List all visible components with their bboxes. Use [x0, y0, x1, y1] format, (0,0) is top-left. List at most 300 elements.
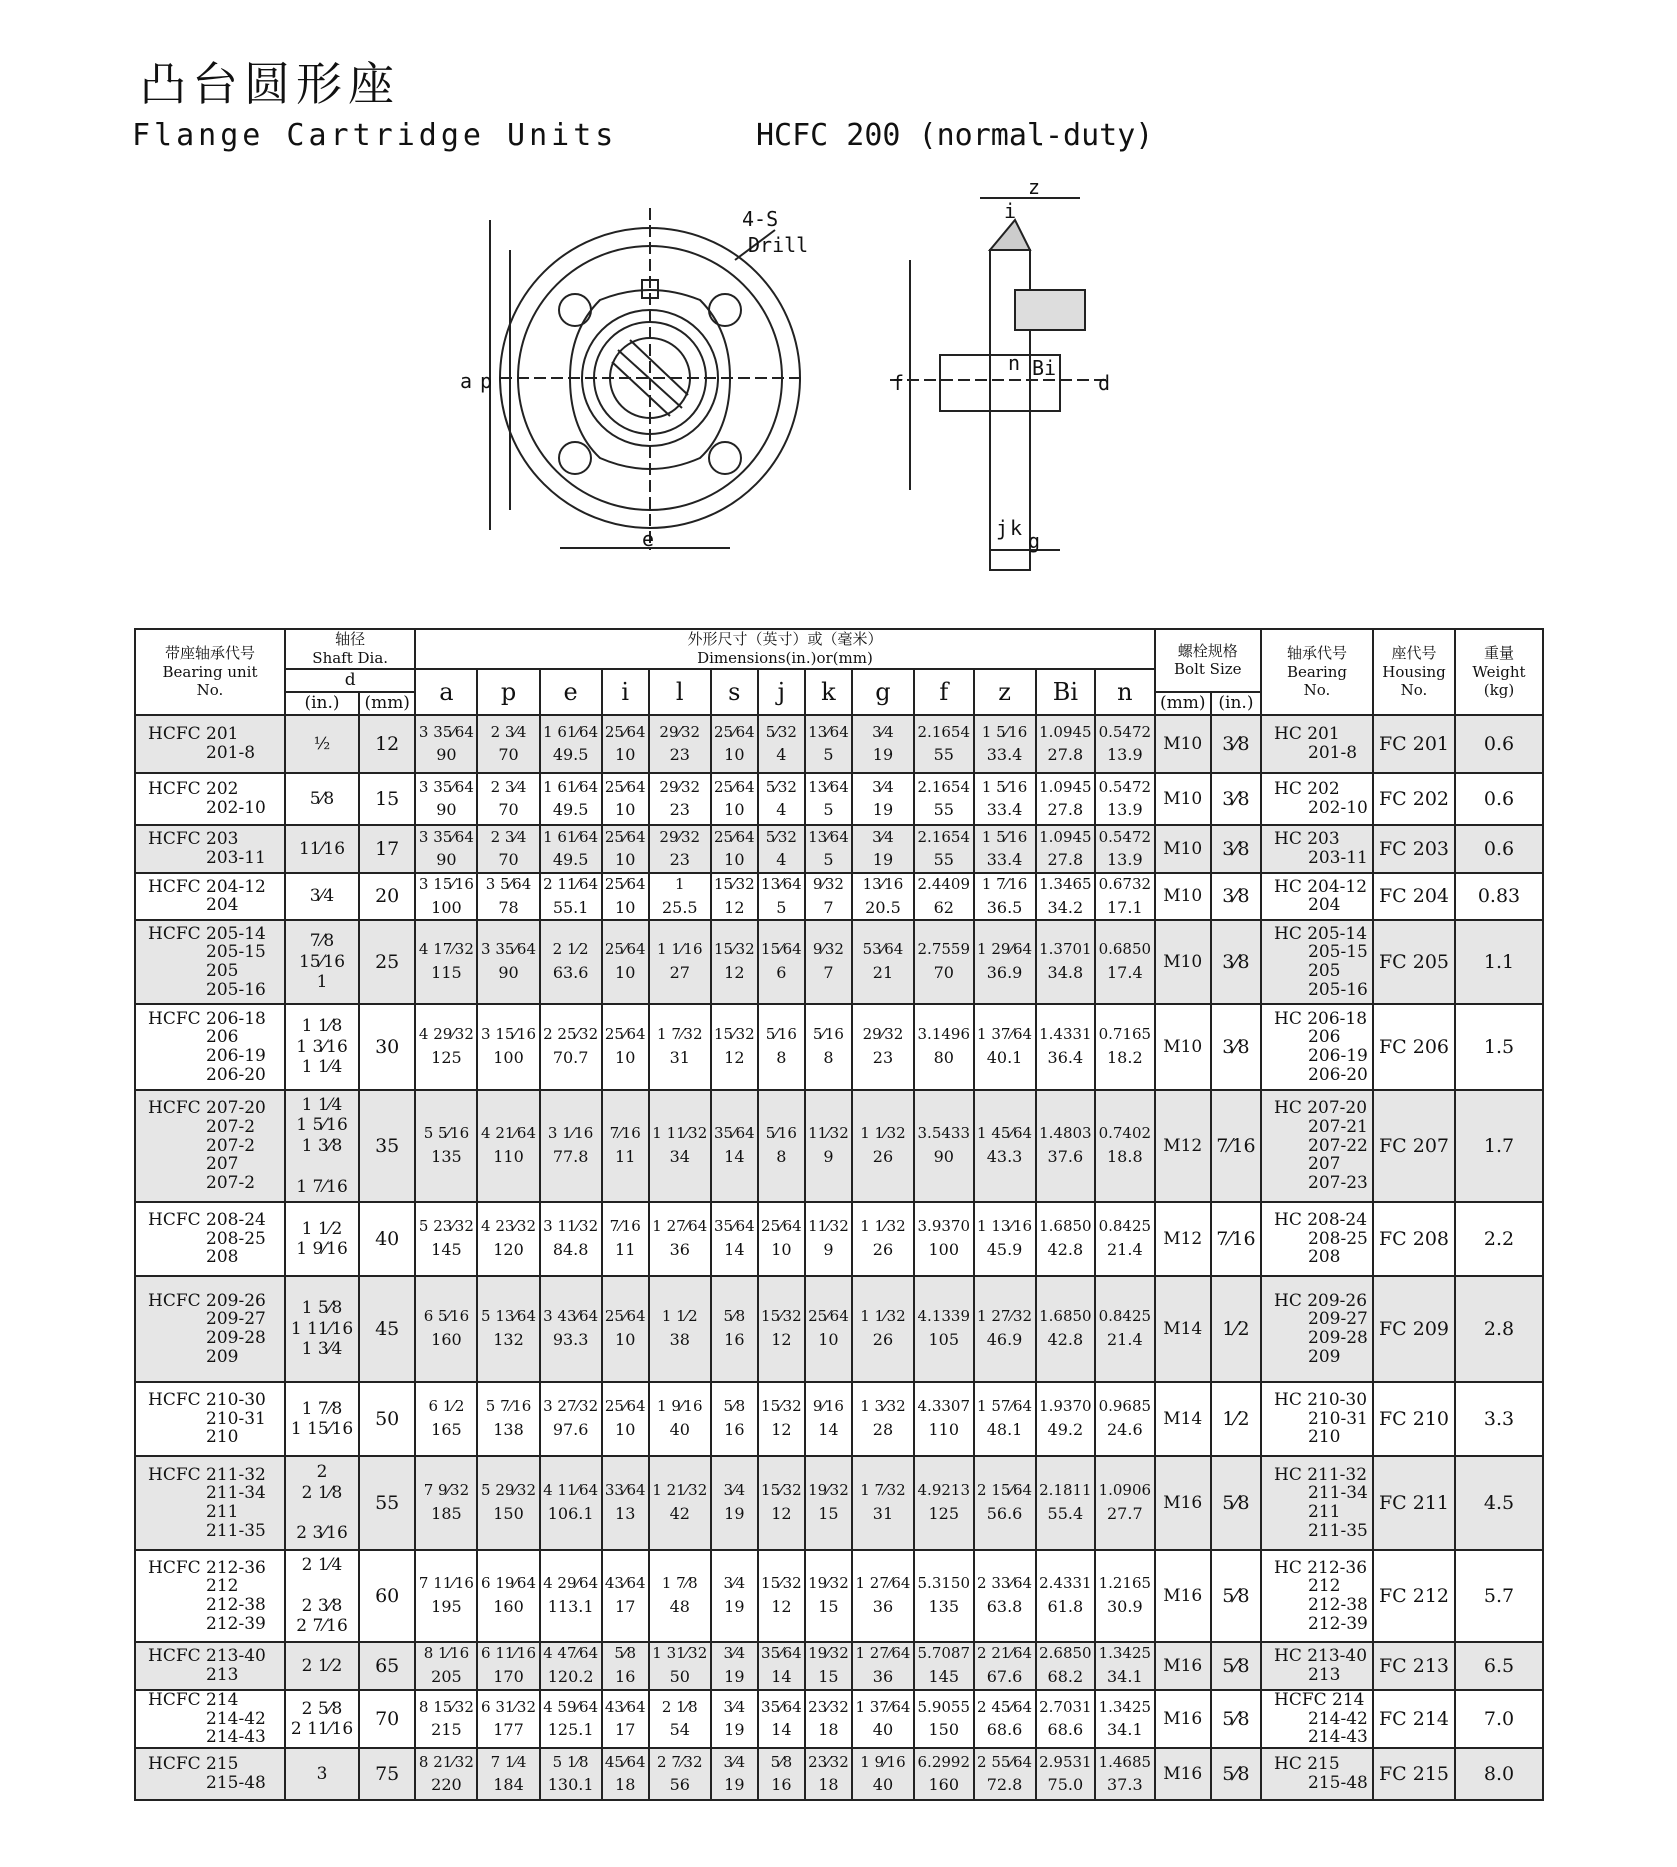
unit-code: HCFC 215 [148, 1754, 239, 1775]
cell-bi [1036, 873, 1095, 920]
cell-bearing-unit [135, 825, 285, 873]
header-d-in: (in.) [285, 692, 359, 715]
cell-i [602, 715, 649, 773]
n-inch-value: 0.6850 [1098, 940, 1152, 959]
cell-bearing-no [1261, 715, 1373, 773]
cell-e [540, 1456, 602, 1550]
z-inch-value: 2 45⁄64 [977, 1697, 1033, 1716]
n-inch-value: 0.8425 [1098, 1217, 1152, 1236]
p-inch-value: 4 23⁄32 [481, 1217, 537, 1236]
f-inch-value: 5.9055 [917, 1697, 971, 1716]
d-in-value: 7⁄8 15⁄16 1 [298, 931, 346, 993]
j-inch-value: 5⁄32 [765, 777, 797, 796]
j-inch-value: 35⁄64 [761, 1644, 802, 1663]
bi-mm-value: 37.6 [1047, 1147, 1084, 1167]
weight-value: 6.5 [1483, 1654, 1515, 1677]
k-inch-value: 19⁄32 [808, 1481, 849, 1500]
cell-bearing-unit [135, 1642, 285, 1690]
cell-n [1095, 715, 1154, 773]
j-mm-value: 8 [776, 1147, 787, 1167]
bearing-variants: 202-10 [1308, 798, 1368, 818]
p-inch-value: 5 7⁄16 [485, 1397, 532, 1416]
d-in-value: 3 [316, 1763, 328, 1784]
cell-f [914, 1550, 973, 1642]
cell-a [415, 1090, 477, 1202]
i-inch-value: 25⁄64 [604, 827, 646, 846]
s-inch-value: 25⁄64 [714, 827, 755, 846]
cell-d-in [285, 873, 359, 920]
cell-d-in [285, 825, 359, 873]
header-i: i [602, 669, 649, 716]
j-inch-value: 5⁄16 [765, 1124, 797, 1143]
cell-bolt-in [1211, 715, 1261, 773]
cell-housing-no [1373, 1642, 1455, 1690]
bi-inch-value: 2.7031 [1039, 1697, 1092, 1716]
n-mm-value: 21.4 [1107, 1330, 1143, 1350]
cell-e [540, 1382, 602, 1456]
bearing-code: HC 203 [1274, 829, 1340, 850]
table-row [135, 873, 1543, 920]
unit-code: HCFC 207-20 [148, 1098, 266, 1119]
s-inch-value: 3⁄4 [723, 1574, 746, 1593]
g-inch-value: 3⁄4 [872, 722, 894, 741]
i-inch-value: 33⁄64 [604, 1481, 646, 1500]
cell-l [649, 1004, 711, 1090]
cell-j [758, 1276, 805, 1382]
d-mm-value: 65 [375, 1654, 400, 1677]
s-inch-value: 35⁄64 [714, 1217, 755, 1236]
bearing-variants: 204 [1308, 895, 1341, 916]
a-mm-value: 195 [431, 1597, 462, 1617]
cell-a [415, 1456, 477, 1550]
cell-s [711, 1456, 758, 1550]
k-inch-value: 9⁄16 [812, 1397, 844, 1416]
p-mm-value: 70 [498, 745, 519, 765]
cell-l [649, 1202, 711, 1276]
e-mm-value: 113.1 [547, 1597, 594, 1617]
n-inch-value: 1.2165 [1098, 1574, 1152, 1593]
a-mm-value: 125 [431, 1048, 462, 1068]
header-bearing-unit: 带座轴承代号 Bearing unit No. [135, 629, 285, 715]
header-e: e [540, 669, 602, 716]
f-mm-value: 110 [928, 1420, 960, 1440]
cell-a [415, 715, 477, 773]
unit-variants: 205-15 205 205-16 [206, 942, 266, 1000]
e-inch-value: 4 29⁄64 [543, 1574, 599, 1593]
f-inch-value: 2.7559 [917, 940, 971, 959]
j-mm-value: 14 [771, 1667, 792, 1687]
s-inch-value: 5⁄8 [723, 1397, 746, 1416]
p-inch-value: 3 5⁄64 [485, 875, 532, 893]
cell-k [805, 920, 852, 1004]
s-mm-value: 10 [724, 800, 745, 820]
cell-k [805, 825, 852, 873]
a-mm-value: 90 [436, 850, 457, 870]
z-mm-value: 56.6 [986, 1504, 1023, 1524]
a-inch-value: 3 15⁄16 [418, 875, 474, 893]
l-inch-value: 1 1⁄16 [657, 940, 703, 959]
l-inch-value: 1 27⁄64 [652, 1217, 708, 1236]
bi-inch-value: 1.4803 [1039, 1124, 1092, 1143]
n-inch-value: 1.3425 [1098, 1697, 1152, 1716]
g-inch-value: 1 1⁄32 [860, 1124, 906, 1143]
l-mm-value: 23 [669, 800, 690, 820]
i-inch-value: 25⁄64 [604, 875, 646, 893]
bolt-mm-value: M14 [1163, 1408, 1203, 1429]
z-inch-value: 1 5⁄16 [981, 722, 1028, 741]
weight-value: 1.1 [1483, 950, 1515, 973]
cell-l [649, 1642, 711, 1690]
p-mm-value: 170 [493, 1667, 524, 1687]
j-inch-value: 5⁄32 [765, 722, 797, 741]
cell-p [477, 1202, 539, 1276]
cell-f [914, 715, 973, 773]
p-inch-value: 2 3⁄4 [490, 722, 527, 741]
l-mm-value: 38 [669, 1330, 690, 1350]
j-mm-value: 4 [776, 745, 787, 765]
s-mm-value: 12 [724, 897, 745, 917]
e-mm-value: 106.1 [547, 1504, 594, 1524]
cell-s [711, 1748, 758, 1800]
f-mm-value: 125 [928, 1504, 960, 1524]
p-mm-value: 132 [493, 1330, 524, 1350]
cell-e [540, 825, 602, 873]
unit-variants: 208-25 208 [206, 1228, 266, 1268]
z-inch-value: 1 29⁄64 [977, 940, 1033, 959]
cell-d-mm [359, 1642, 415, 1690]
cell-bi [1036, 1642, 1095, 1690]
cell-d-mm [359, 920, 415, 1004]
e-inch-value: 3 27⁄32 [543, 1397, 599, 1416]
cell-z [974, 1690, 1036, 1748]
cell-bearing-unit [135, 920, 285, 1004]
cell-p [477, 1004, 539, 1090]
cell-bolt-mm [1155, 1202, 1211, 1276]
cell-f [914, 1276, 973, 1382]
k-mm-value: 5 [823, 745, 834, 765]
housing-code: FC 203 [1378, 838, 1450, 860]
f-mm-value: 55 [933, 745, 954, 765]
j-mm-value: 12 [771, 1420, 792, 1440]
housing-code: FC 213 [1378, 1654, 1450, 1677]
cell-bearing-no [1261, 825, 1373, 873]
cell-s [711, 1690, 758, 1748]
l-inch-value: 2 7⁄32 [657, 1752, 703, 1771]
bi-inch-value: 1.6850 [1039, 1307, 1092, 1326]
d-mm-value: 75 [375, 1763, 400, 1785]
e-mm-value: 125.1 [547, 1720, 594, 1740]
s-inch-value: 15⁄32 [714, 1025, 755, 1044]
s-mm-value: 19 [724, 1504, 745, 1524]
model-series: HCFC 200 (normal-duty) [756, 118, 1154, 153]
cell-f [914, 1642, 973, 1690]
n-mm-value: 30.9 [1107, 1597, 1143, 1617]
cell-d-mm [359, 1004, 415, 1090]
k-inch-value: 5⁄16 [812, 1025, 844, 1044]
k-inch-value: 23⁄32 [808, 1752, 849, 1771]
cell-i [602, 1090, 649, 1202]
cell-z [974, 1004, 1036, 1090]
l-mm-value: 56 [669, 1775, 690, 1795]
cell-f [914, 873, 973, 920]
d-mm-value: 40 [375, 1227, 400, 1250]
header-d: d [285, 669, 415, 692]
bi-mm-value: 68.2 [1047, 1667, 1084, 1687]
e-mm-value: 120.2 [547, 1667, 594, 1687]
bi-mm-value: 27.8 [1047, 745, 1084, 765]
unit-code: HCFC 201 [148, 724, 239, 745]
e-inch-value: 3 11⁄32 [543, 1217, 599, 1236]
cell-f [914, 1004, 973, 1090]
cell-d-mm [359, 1550, 415, 1642]
i-mm-value: 10 [615, 800, 636, 820]
cell-n [1095, 1456, 1154, 1550]
bi-mm-value: 55.4 [1047, 1504, 1084, 1524]
cell-g [852, 1004, 914, 1090]
label-a: a [460, 369, 473, 393]
bearing-code: HC 210-30 [1274, 1389, 1368, 1410]
l-mm-value: 23 [669, 850, 690, 870]
a-mm-value: 215 [431, 1720, 462, 1740]
z-inch-value: 2 21⁄64 [977, 1644, 1033, 1663]
g-inch-value: 1 3⁄32 [860, 1397, 906, 1416]
unit-variants: 209-27 209-28 209 [206, 1309, 266, 1367]
cell-bolt-mm [1155, 1004, 1211, 1090]
cell-d-in [285, 1004, 359, 1090]
cell-bearing-no [1261, 1382, 1373, 1456]
z-inch-value: 1 57⁄64 [977, 1397, 1033, 1416]
d-in-value: 2 1⁄4 2 3⁄8 2 7⁄16 [296, 1555, 348, 1637]
bi-inch-value: 1.0945 [1039, 777, 1092, 796]
cell-bearing-unit [135, 1004, 285, 1090]
unit-code: HCFC 205-14 [148, 923, 266, 944]
i-mm-value: 10 [615, 963, 636, 983]
cell-s [711, 873, 758, 920]
l-mm-value: 48 [669, 1597, 690, 1617]
cell-weight [1455, 1276, 1543, 1382]
cell-n [1095, 1004, 1154, 1090]
cell-bolt-mm [1155, 1090, 1211, 1202]
n-inch-value: 1.3425 [1098, 1644, 1152, 1663]
cell-n [1095, 1276, 1154, 1382]
bearing-code: HC 207-20 [1274, 1098, 1368, 1119]
i-mm-value: 16 [615, 1667, 636, 1687]
cell-f [914, 1748, 973, 1800]
housing-code: FC 211 [1378, 1491, 1450, 1514]
g-mm-value: 40 [872, 1720, 894, 1740]
cell-bolt-in [1211, 1276, 1261, 1382]
header-p: p [477, 669, 539, 716]
d-in-value: 2 1⁄2 [301, 1655, 343, 1676]
cell-bolt-mm [1155, 1456, 1211, 1550]
bolt-mm-value: M16 [1163, 1655, 1203, 1676]
bearing-variants: 201-8 [1308, 743, 1358, 763]
cell-d-in [285, 773, 359, 825]
cell-weight [1455, 1748, 1543, 1800]
bolt-mm-value: M10 [1163, 1036, 1203, 1057]
p-mm-value: 90 [498, 963, 519, 983]
cell-d-in [285, 1690, 359, 1748]
cell-d-mm [359, 1382, 415, 1456]
weight-value: 4.5 [1483, 1491, 1515, 1514]
p-inch-value: 2 3⁄4 [490, 777, 527, 796]
unit-code: HCFC 209-26 [148, 1290, 266, 1311]
cell-bi [1036, 715, 1095, 773]
bi-mm-value: 42.8 [1047, 1240, 1084, 1260]
i-mm-value: 17 [615, 1720, 636, 1740]
cell-n [1095, 825, 1154, 873]
cell-z [974, 773, 1036, 825]
bearing-variants: 213 [1308, 1664, 1341, 1685]
cell-z [974, 1382, 1036, 1456]
g-inch-value: 3⁄4 [872, 777, 894, 796]
j-inch-value: 13⁄64 [761, 875, 802, 893]
z-inch-value: 1 27⁄32 [977, 1307, 1033, 1326]
n-inch-value: 0.8425 [1098, 1307, 1152, 1326]
s-mm-value: 14 [724, 1240, 745, 1260]
side-view [890, 198, 1110, 570]
cell-d-in [285, 1202, 359, 1276]
cell-bolt-mm [1155, 1382, 1211, 1456]
cell-n [1095, 873, 1154, 920]
s-mm-value: 19 [724, 1775, 745, 1795]
cell-a [415, 1004, 477, 1090]
cell-bearing-no [1261, 1690, 1373, 1748]
cell-a [415, 920, 477, 1004]
cell-weight [1455, 825, 1543, 873]
j-mm-value: 8 [776, 1048, 787, 1068]
l-inch-value: 1 31⁄32 [652, 1644, 708, 1663]
cell-bearing-no [1261, 1202, 1373, 1276]
e-inch-value: 1 61⁄64 [543, 722, 599, 741]
cell-i [602, 1202, 649, 1276]
cell-j [758, 1690, 805, 1748]
a-inch-value: 4 29⁄32 [418, 1025, 474, 1044]
bearing-variants: 212 212-38 212-39 [1308, 1576, 1368, 1634]
cell-bearing-no [1261, 1004, 1373, 1090]
k-inch-value: 13⁄64 [808, 827, 849, 846]
cell-housing-no [1373, 873, 1455, 920]
bolt-in-value: 5⁄8 [1222, 1707, 1250, 1730]
d-mm-value: 55 [375, 1491, 400, 1514]
bi-mm-value: 27.8 [1047, 800, 1084, 820]
bi-inch-value: 2.1811 [1039, 1481, 1092, 1500]
k-inch-value: 11⁄32 [808, 1217, 849, 1236]
p-mm-value: 70 [498, 800, 519, 820]
l-inch-value: 1 [675, 875, 685, 893]
cell-e [540, 1642, 602, 1690]
cell-j [758, 1642, 805, 1690]
e-inch-value: 2 25⁄32 [543, 1025, 599, 1044]
cell-weight [1455, 773, 1543, 825]
s-mm-value: 12 [724, 963, 745, 983]
f-mm-value: 80 [933, 1048, 954, 1068]
cell-d-mm [359, 1690, 415, 1748]
d-in-value: 1 1⁄4 1 5⁄16 1 3⁄8 1 7⁄16 [296, 1094, 348, 1197]
label-n: n [1008, 351, 1021, 375]
header-dimensions: 外形尺寸（英寸）或（毫米） Dimensions(in.)or(mm) [415, 629, 1154, 669]
a-inch-value: 5 23⁄32 [418, 1217, 474, 1236]
cell-d-mm [359, 1276, 415, 1382]
label-i: i [1004, 199, 1017, 223]
table-row [135, 715, 1543, 773]
j-inch-value: 15⁄32 [761, 1307, 802, 1326]
cell-bi [1036, 920, 1095, 1004]
header-weight: 重量 Weight (kg) [1455, 629, 1543, 715]
cell-i [602, 1550, 649, 1642]
g-mm-value: 40 [872, 1775, 894, 1795]
z-inch-value: 2 55⁄64 [977, 1752, 1033, 1771]
i-inch-value: 45⁄64 [604, 1752, 646, 1771]
cell-bolt-in [1211, 1004, 1261, 1090]
j-mm-value: 12 [771, 1330, 792, 1350]
l-inch-value: 1 7⁄32 [657, 1025, 703, 1044]
cell-j [758, 873, 805, 920]
g-mm-value: 26 [872, 1240, 894, 1260]
cell-bearing-unit [135, 1090, 285, 1202]
bi-mm-value: 27.8 [1047, 850, 1084, 870]
cell-z [974, 873, 1036, 920]
housing-code: FC 215 [1378, 1763, 1450, 1785]
weight-value: 3.3 [1483, 1407, 1515, 1430]
f-inch-value: 4.9213 [917, 1481, 971, 1500]
s-mm-value: 14 [724, 1147, 745, 1167]
unit-code: HCFC 214 [148, 1689, 239, 1710]
z-mm-value: 48.1 [986, 1420, 1023, 1440]
cell-weight [1455, 715, 1543, 773]
d-in-value: 1 7⁄8 1 15⁄16 [290, 1398, 354, 1439]
p-inch-value: 6 31⁄32 [481, 1697, 537, 1716]
n-mm-value: 24.6 [1107, 1420, 1143, 1440]
cell-bolt-mm [1155, 1748, 1211, 1800]
unit-code: HCFC 204-12 [148, 876, 266, 897]
d-in-value: 1 1⁄8 1 3⁄16 1 1⁄4 [296, 1016, 348, 1078]
z-mm-value: 40.1 [986, 1048, 1023, 1068]
bolt-in-value: 5⁄8 [1222, 1491, 1250, 1514]
d-in-value: 5⁄8 [309, 788, 335, 809]
f-mm-value: 135 [928, 1597, 960, 1617]
table-row [135, 1748, 1543, 1800]
k-inch-value: 9⁄32 [812, 875, 844, 893]
cell-weight [1455, 1004, 1543, 1090]
cell-j [758, 1550, 805, 1642]
a-mm-value: 135 [431, 1147, 462, 1167]
label-d: d [1098, 371, 1111, 395]
l-mm-value: 36 [669, 1240, 690, 1260]
cell-j [758, 1456, 805, 1550]
n-mm-value: 18.8 [1107, 1147, 1143, 1167]
table-row [135, 773, 1543, 825]
bolt-in-value: 1⁄2 [1222, 1407, 1250, 1430]
bearing-variants: 207-21 207-22 207 207-23 [1308, 1116, 1368, 1193]
header-bearing-no: 轴承代号 Bearing No. [1261, 629, 1373, 715]
d-mm-value: 25 [375, 950, 400, 973]
label-g: g [1028, 529, 1041, 553]
bolt-mm-value: M16 [1163, 1585, 1203, 1606]
i-mm-value: 10 [615, 745, 636, 765]
cell-l [649, 825, 711, 873]
header-j: j [758, 669, 805, 716]
weight-value: 0.6 [1483, 733, 1515, 755]
g-inch-value: 1 37⁄64 [855, 1697, 911, 1716]
z-mm-value: 33.4 [986, 800, 1023, 820]
bi-inch-value: 1.6850 [1039, 1217, 1092, 1236]
e-inch-value: 2 1⁄2 [552, 940, 589, 959]
s-inch-value: 3⁄4 [723, 1644, 746, 1663]
cell-p [477, 873, 539, 920]
cell-z [974, 1642, 1036, 1690]
cell-bolt-mm [1155, 1642, 1211, 1690]
